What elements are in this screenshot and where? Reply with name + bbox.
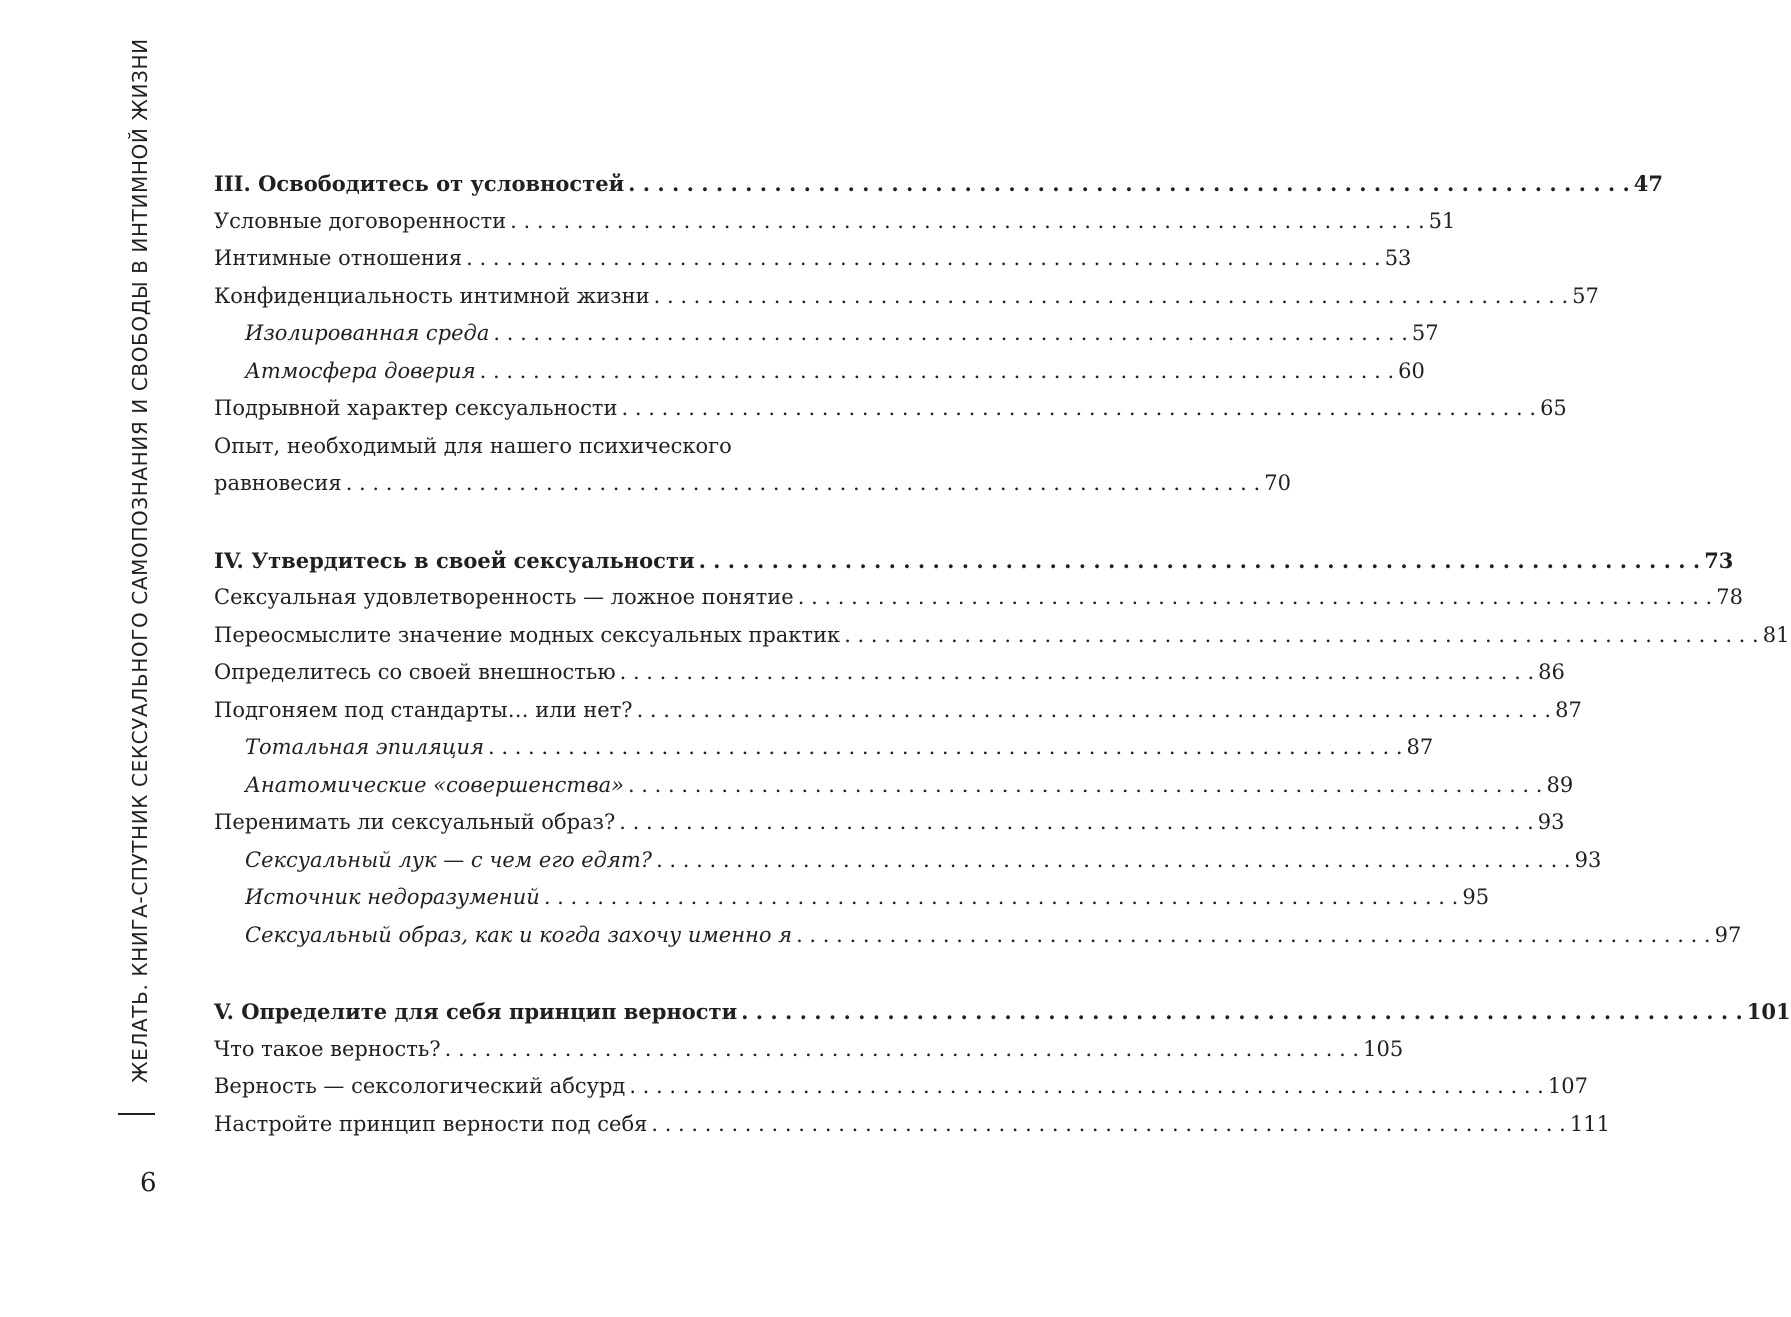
toc-entry[interactable] — [214, 1031, 1404, 1069]
toc-entry-page: 53 — [1384, 246, 1412, 270]
toc-chapter-3[interactable] — [214, 165, 1664, 203]
toc-entry-title: Атмосфера доверия — [245, 358, 476, 383]
toc-entry-page: 87 — [1406, 735, 1434, 759]
toc-entry-title: Настройте принцип верности под себя — [214, 1111, 648, 1136]
toc-subentry[interactable] — [214, 917, 1742, 955]
table-of-contents — [214, 165, 1791, 1143]
running-head-vertical: ЖЕЛАТЬ. КНИГА-СПУТНИК СЕКСУАЛЬНОГО САМОПОЗНАНИЯ И СВОБОДЫ В ИНТИМНОЙ ЖИЗНИ — [128, 38, 152, 1083]
toc-subentry[interactable] — [214, 315, 1439, 353]
toc-entry-page: 101 — [1746, 999, 1791, 1024]
toc-entry-page: 60 — [1398, 358, 1425, 383]
leader-dots — [796, 917, 1711, 955]
toc-entry[interactable] — [214, 390, 1567, 428]
toc-entry-page: 95 — [1462, 885, 1490, 909]
leader-dots — [493, 315, 1408, 353]
leader-dots — [628, 767, 1543, 805]
toc-entry[interactable] — [214, 654, 1565, 692]
leader-dots — [544, 879, 1459, 917]
leader-dots — [741, 993, 1743, 1031]
toc-entry[interactable] — [214, 278, 1599, 316]
toc-entry-title: Определитесь со своей внешностью — [214, 660, 616, 684]
toc-entry-title: Изолированная среда — [245, 321, 490, 345]
toc-subentry[interactable] — [214, 729, 1434, 767]
toc-entry-page: 97 — [1714, 922, 1742, 947]
toc-entry[interactable] — [214, 203, 1456, 241]
toc-entry-page: 89 — [1546, 772, 1574, 797]
leader-dots — [445, 1031, 1360, 1069]
toc-entry-title: Что такое верность? — [214, 1036, 441, 1061]
toc-entry-page: 78 — [1716, 585, 1743, 609]
leader-dots — [622, 390, 1537, 428]
toc-entry-title: III. Освободитесь от условностей — [214, 171, 625, 196]
toc-entry-page: 81 — [1762, 622, 1790, 647]
toc-entry-page: 57 — [1411, 321, 1439, 345]
toc-entry-title: Сексуальная удовлетворенность — ложное понятие — [214, 585, 794, 609]
toc-entry-page: 107 — [1547, 1074, 1588, 1098]
leader-dots — [844, 617, 1759, 655]
toc-entry-title: Интимные отношения — [214, 246, 463, 270]
toc-chapter-4[interactable] — [214, 542, 1734, 580]
toc-entry-title: Подгоняем под стандарты… или нет? — [214, 697, 633, 722]
leader-dots — [480, 353, 1395, 391]
toc-entry-page: 87 — [1555, 697, 1582, 722]
toc-chapter-5[interactable] — [214, 993, 1791, 1031]
leader-dots — [651, 1106, 1566, 1144]
toc-entry-page: 47 — [1633, 171, 1664, 196]
toc-entry-multiline[interactable] — [214, 428, 1291, 503]
toc-entry-title: Источник недоразумений — [245, 885, 540, 909]
toc-entry-title: IV. Утвердитесь в своей сексуальности — [214, 547, 695, 573]
toc-entry[interactable] — [214, 240, 1412, 278]
toc-entry[interactable] — [214, 1106, 1610, 1144]
leader-dots — [466, 240, 1381, 278]
leader-dots — [629, 1068, 1544, 1106]
toc-entry-page: 105 — [1363, 1036, 1404, 1061]
leader-dots — [637, 692, 1552, 730]
leader-dots — [628, 165, 1630, 203]
leader-dots — [346, 465, 1261, 503]
leader-dots — [798, 579, 1713, 617]
toc-entry-title: Анатомические «совершенства» — [245, 772, 624, 797]
toc-entry-title: Конфиденциальность интимной жизни — [214, 283, 650, 308]
toc-subentry[interactable] — [214, 767, 1574, 805]
toc-entry[interactable] — [214, 579, 1743, 617]
toc-entry-title: Подрывной характер сексуальности — [214, 396, 618, 420]
toc-entry[interactable] — [214, 617, 1790, 655]
leader-dots — [699, 542, 1701, 580]
toc-entry-title: Верность — сексологический абсурд — [214, 1074, 626, 1098]
toc-entry-page: 73 — [1704, 547, 1734, 573]
spine-rule-divider — [118, 1113, 155, 1115]
leader-dots — [510, 203, 1425, 241]
toc-entry-title: Сексуальный лук — с чем его едят? — [245, 847, 653, 872]
toc-entry-page: 86 — [1538, 660, 1565, 684]
toc-subentry[interactable] — [214, 842, 1602, 880]
leader-dots — [619, 804, 1534, 842]
toc-entry-title: V. Определите для себя принцип верности — [214, 999, 738, 1024]
leader-dots — [620, 654, 1535, 692]
toc-entry[interactable] — [214, 1068, 1588, 1106]
toc-entry-title-line1: Опыт, необходимый для нашего психического — [214, 433, 732, 458]
toc-entry-page: 93 — [1537, 810, 1565, 834]
toc-entry[interactable] — [214, 804, 1565, 842]
leader-dots — [654, 278, 1569, 316]
toc-entry-title: Переосмыслите значение модных сексуальных практик — [214, 622, 841, 647]
section-gap — [214, 503, 880, 542]
leader-dots — [656, 842, 1571, 880]
toc-entry-title-line2: равновесия — [214, 471, 342, 495]
toc-entry-title: Тотальная эпиляция — [245, 735, 484, 759]
toc-entry-page: 65 — [1540, 396, 1567, 420]
toc-entry-title: Перенимать ли сексуальный образ? — [214, 810, 616, 834]
section-gap — [214, 954, 880, 993]
toc-entry-title: Сексуальный образ, как и когда захочу именно я — [245, 922, 793, 947]
page-number: 6 — [140, 1168, 157, 1198]
toc-entry[interactable] — [214, 692, 1582, 730]
toc-entry-page: 51 — [1428, 208, 1456, 233]
toc-entry-line2 — [214, 465, 1291, 503]
toc-entry-title: Условные договоренности — [214, 208, 507, 233]
toc-subentry[interactable] — [214, 353, 1425, 391]
toc-entry-page: 70 — [1264, 471, 1291, 495]
toc-entry-page: 57 — [1572, 283, 1599, 308]
leader-dots — [488, 729, 1403, 767]
toc-subentry[interactable] — [214, 879, 1490, 917]
toc-entry-page: 93 — [1574, 847, 1602, 872]
toc-entry-page: 111 — [1569, 1111, 1610, 1136]
